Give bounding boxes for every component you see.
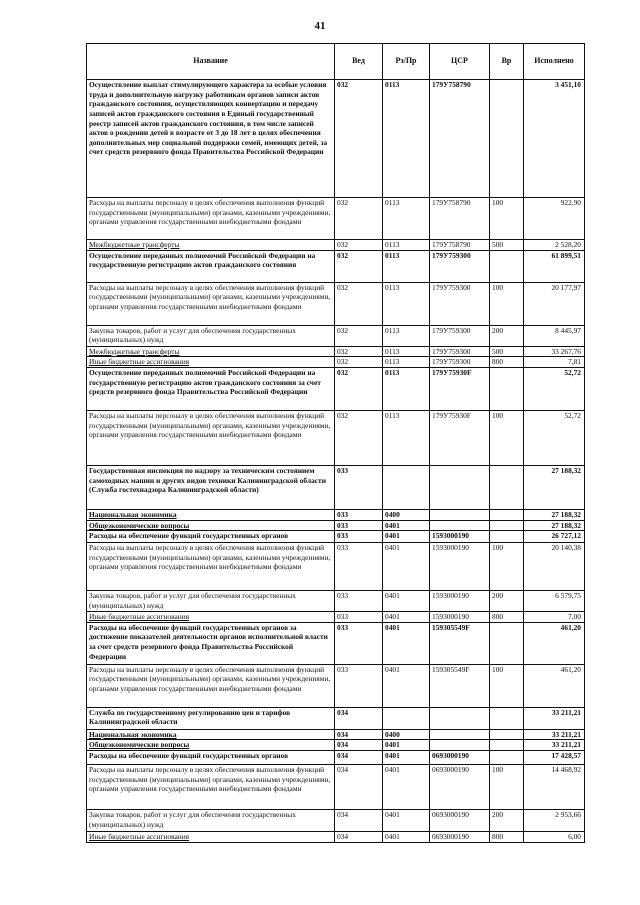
cell-csr: 0693000190 — [430, 751, 490, 765]
cell-csr: 0693000190 — [430, 810, 490, 832]
cell-name — [87, 591, 335, 612]
row-name-text: Иные бюджетные ассигнования — [89, 612, 190, 622]
row-name-text: Расходы на выплаты персоналу в целях обеспечения выполнения функций государственными (муниципальными) органами, казенными учреждениями, органами управления государственными внебюджетными фондами — [89, 765, 331, 794]
row-name-text: Общеэкономические вопросы — [89, 520, 190, 530]
cell-value: 3 451,10 — [524, 80, 585, 198]
table-row — [87, 346, 585, 357]
cell-vr: 200 — [490, 810, 524, 832]
cell-name — [87, 729, 335, 740]
cell-vr — [490, 740, 524, 751]
row-name-text: Расходы на выплаты персоналу в целях обеспечения выполнения функций государственными (муниципальными) органами, казенными учреждениями, органами управления государственными внебюджетными фондами — [89, 543, 331, 572]
row-name-text: Государственная инспекция по надзору за техническим состоянием самоходных машин и других видов техники Калининградской области (Служба гостехнадзора Калининградской области) — [89, 465, 326, 495]
cell-vr — [490, 531, 524, 543]
cell-rzpr: 0113 — [383, 325, 430, 346]
cell-rzpr: 0113 — [383, 346, 430, 357]
table-row — [87, 707, 585, 729]
cell-csr — [430, 707, 490, 729]
table-row — [87, 410, 585, 465]
cell-csr — [430, 509, 490, 520]
cell-name — [87, 531, 335, 543]
row-name-text: Общеэкономические вопросы — [89, 740, 190, 750]
cell-ved: 034 — [335, 707, 383, 729]
table-row — [87, 198, 585, 240]
cell-name — [87, 810, 335, 832]
row-name-text: Расходы на обеспечение функций государственных органов — [89, 531, 289, 541]
row-name-text: Осуществление переданных полномочий Российской Федерации на государственную регистрацию актов гражданского состояния за счет средств резервного фонда Правительства Российской Федерации — [89, 367, 321, 397]
cell-ved: 033 — [335, 612, 383, 623]
cell-value: 27 188,32 — [524, 509, 585, 520]
cell-vr: 100 — [490, 543, 524, 591]
cell-value: 461,20 — [524, 622, 585, 664]
cell-csr — [430, 465, 490, 509]
cell-value: 33 267,76 — [524, 346, 585, 357]
row-name-text: Служба по государственному регулированию цен и тарифов Калининградской области — [89, 707, 291, 727]
cell-rzpr: 0401 — [383, 531, 430, 543]
cell-vr — [490, 707, 524, 729]
table-row — [87, 509, 585, 520]
cell-name — [87, 543, 335, 591]
cell-ved: 034 — [335, 751, 383, 765]
cell-csr: 179У759300 — [430, 282, 490, 325]
table-row — [87, 591, 585, 612]
row-name-text: Национальная экономика — [89, 509, 177, 519]
cell-value: 8 445,97 — [524, 325, 585, 346]
cell-name — [87, 282, 335, 325]
cell-rzpr: 0401 — [383, 740, 430, 751]
cell-value: 6 579,75 — [524, 591, 585, 612]
table-header-row — [87, 44, 585, 80]
cell-ved: 032 — [335, 410, 383, 465]
cell-rzpr: 0401 — [383, 664, 430, 707]
cell-rzpr: 0113 — [383, 282, 430, 325]
cell-csr: 179У759300 — [430, 325, 490, 346]
cell-name — [87, 357, 335, 368]
cell-csr: 179У758790 — [430, 198, 490, 240]
cell-ved: 032 — [335, 282, 383, 325]
cell-ved: 034 — [335, 832, 383, 843]
column-header-ved: Вед — [335, 44, 383, 80]
row-name-text: Осуществление выплат стимулирующего характера за особые условия труда и дополнительную нагрузку работникам органов записи актов гражданского состояния, осуществляющих конвертацию и передачу записей актов гражданского состояния в Единый государственный реестр записей актов гражданского состояния, в том числе записей актов о рождении детей в возрасте от 3 до 18 лет в целях обеспечения дополнительных мер социальной поддержки семей, имеющих детей, за счет средств резервного фонда Правительства Российской Федерации — [89, 80, 328, 157]
cell-name — [87, 751, 335, 765]
cell-value: 17 428,57 — [524, 751, 585, 765]
cell-value: 33 211,21 — [524, 740, 585, 751]
cell-vr: 100 — [490, 664, 524, 707]
cell-vr: 100 — [490, 198, 524, 240]
cell-csr: 179У759300 — [430, 346, 490, 357]
table-row — [87, 282, 585, 325]
cell-csr: 1593000190 — [430, 543, 490, 591]
cell-rzpr — [383, 707, 430, 729]
cell-ved: 032 — [335, 367, 383, 410]
table-row — [87, 751, 585, 765]
cell-name — [87, 832, 335, 843]
cell-csr: 179У758790 — [430, 240, 490, 251]
cell-name — [87, 80, 335, 198]
cell-ved: 033 — [335, 520, 383, 531]
cell-value: 61 899,51 — [524, 250, 585, 282]
cell-rzpr: 0113 — [383, 367, 430, 410]
cell-name — [87, 346, 335, 357]
row-name-text: Расходы на выплаты персоналу в целях обеспечения выполнения функций государственными (муниципальными) органами, казенными учреждениями, органами управления государственными внебюджетными фондами — [89, 664, 331, 693]
row-name-text: Межбюджетные трансферты — [89, 346, 180, 356]
column-header-name: Название — [87, 44, 335, 80]
cell-csr — [430, 729, 490, 740]
table-row — [87, 612, 585, 623]
page-number: 41 — [314, 20, 326, 32]
cell-ved: 033 — [335, 591, 383, 612]
cell-rzpr: 0400 — [383, 729, 430, 740]
cell-vr: 100 — [490, 765, 524, 810]
row-name-text: Национальная экономика — [89, 729, 177, 739]
cell-name — [87, 765, 335, 810]
cell-ved: 032 — [335, 80, 383, 198]
cell-ved: 032 — [335, 346, 383, 357]
cell-ved: 033 — [335, 622, 383, 664]
cell-ved: 034 — [335, 765, 383, 810]
cell-rzpr: 0401 — [383, 622, 430, 664]
cell-rzpr: 0113 — [383, 198, 430, 240]
cell-vr: 200 — [490, 325, 524, 346]
cell-rzpr: 0401 — [383, 543, 430, 591]
table-row — [87, 740, 585, 751]
cell-name — [87, 465, 335, 509]
cell-value: 52,72 — [524, 410, 585, 465]
cell-vr — [490, 250, 524, 282]
cell-ved: 032 — [335, 250, 383, 282]
cell-name — [87, 240, 335, 251]
cell-csr: 159305549F — [430, 664, 490, 707]
row-name-text: Осуществление переданных полномочий Российской Федерации на государственную регистрацию актов гражданского состояния — [89, 250, 316, 270]
budget-table — [86, 43, 585, 843]
cell-vr — [490, 751, 524, 765]
column-header-value: Исполнено — [524, 44, 585, 80]
cell-name — [87, 664, 335, 707]
cell-name — [87, 198, 335, 240]
table-row — [87, 664, 585, 707]
cell-rzpr: 0400 — [383, 509, 430, 520]
cell-vr — [490, 729, 524, 740]
row-name-text: Расходы на обеспечение функций государственных органов за достижение показателей деятельности органов исполнительной власти за счет средств резервного фонда Правительства Российской Федерации — [89, 622, 328, 661]
cell-ved: 032 — [335, 325, 383, 346]
row-name-text: Закупка товаров, работ и услуг для обеспечения государственных (муниципальных) нужд — [89, 591, 296, 610]
cell-name — [87, 612, 335, 623]
cell-rzpr: 0113 — [383, 240, 430, 251]
cell-csr: 179У759300 — [430, 357, 490, 368]
cell-name — [87, 520, 335, 531]
cell-ved: 034 — [335, 729, 383, 740]
cell-csr: 0693000190 — [430, 765, 490, 810]
cell-vr: 100 — [490, 282, 524, 325]
cell-csr: 179У759300 — [430, 250, 490, 282]
cell-value: 7,81 — [524, 357, 585, 368]
row-name-text: Иные бюджетные ассигнования — [89, 832, 190, 841]
table-row — [87, 465, 585, 509]
column-header-csr: ЦСР — [430, 44, 490, 80]
table-row — [87, 367, 585, 410]
cell-value: 2 528,20 — [524, 240, 585, 251]
cell-ved: 032 — [335, 357, 383, 368]
cell-csr: 1593000190 — [430, 591, 490, 612]
cell-value: 461,20 — [524, 664, 585, 707]
cell-vr — [490, 520, 524, 531]
cell-name — [87, 622, 335, 664]
cell-value: 2 953,66 — [524, 810, 585, 832]
cell-vr: 200 — [490, 591, 524, 612]
cell-vr: 800 — [490, 612, 524, 623]
row-name-text: Расходы на выплаты персоналу в целях обеспечения выполнения функций государственными (муниципальными) органами, казенными учреждениями, органами управления государственными внебюджетными фондами — [89, 198, 331, 227]
column-header-rzpr: Рз/Пр — [383, 44, 430, 80]
cell-vr: 500 — [490, 346, 524, 357]
cell-value: 52,72 — [524, 367, 585, 410]
cell-csr: 1593000190 — [430, 531, 490, 543]
cell-vr — [490, 509, 524, 520]
cell-csr: 179У758790 — [430, 80, 490, 198]
cell-ved: 033 — [335, 465, 383, 509]
cell-value: 922,90 — [524, 198, 585, 240]
cell-ved: 032 — [335, 240, 383, 251]
cell-name — [87, 509, 335, 520]
cell-name — [87, 707, 335, 729]
cell-name — [87, 740, 335, 751]
cell-ved: 034 — [335, 740, 383, 751]
cell-rzpr: 0401 — [383, 810, 430, 832]
cell-name — [87, 325, 335, 346]
cell-vr: 800 — [490, 832, 524, 843]
cell-name — [87, 410, 335, 465]
table-row — [87, 810, 585, 832]
cell-value: 26 727,12 — [524, 531, 585, 543]
row-name-text: Межбюджетные трансферты — [89, 240, 180, 249]
cell-ved: 033 — [335, 543, 383, 591]
cell-rzpr: 0113 — [383, 410, 430, 465]
cell-value: 20 177,97 — [524, 282, 585, 325]
table-row — [87, 832, 585, 843]
row-name-text: Закупка товаров, работ и услуг для обеспечения государственных (муниципальных) нужд — [89, 325, 296, 345]
cell-rzpr: 0401 — [383, 765, 430, 810]
table-row — [87, 543, 585, 591]
table-body — [87, 80, 585, 843]
table-row — [87, 622, 585, 664]
row-name-text: Расходы на обеспечение функций государственных органов — [89, 751, 289, 760]
cell-ved: 033 — [335, 664, 383, 707]
cell-vr — [490, 465, 524, 509]
cell-vr — [490, 80, 524, 198]
cell-value: 33 211,21 — [524, 729, 585, 740]
cell-rzpr: 0401 — [383, 832, 430, 843]
cell-csr: 159305549F — [430, 622, 490, 664]
cell-name — [87, 250, 335, 282]
cell-ved: 033 — [335, 509, 383, 520]
table-row — [87, 531, 585, 543]
column-header-vr: Вр — [490, 44, 524, 80]
cell-rzpr: 0113 — [383, 357, 430, 368]
cell-rzpr: 0401 — [383, 612, 430, 623]
cell-vr — [490, 367, 524, 410]
cell-rzpr: 0401 — [383, 520, 430, 531]
table-row — [87, 325, 585, 346]
cell-ved: 034 — [335, 810, 383, 832]
cell-csr — [430, 740, 490, 751]
cell-csr — [430, 520, 490, 531]
cell-csr: 179У75930F — [430, 410, 490, 465]
table-row — [87, 729, 585, 740]
cell-value: 6,00 — [524, 832, 585, 843]
cell-value: 7,00 — [524, 612, 585, 623]
table-row — [87, 765, 585, 810]
cell-value: 20 140,38 — [524, 543, 585, 591]
cell-vr: 100 — [490, 410, 524, 465]
cell-rzpr — [383, 465, 430, 509]
cell-value: 27 188,32 — [524, 465, 585, 509]
cell-name — [87, 367, 335, 410]
cell-vr — [490, 622, 524, 664]
cell-rzpr: 0113 — [383, 80, 430, 198]
cell-value: 33 211,21 — [524, 707, 585, 729]
table-row — [87, 520, 585, 531]
table-row — [87, 240, 585, 251]
cell-rzpr: 0401 — [383, 751, 430, 765]
table-row — [87, 80, 585, 198]
row-name-text: Расходы на выплаты персоналу в целях обеспечения выполнения функций государственными (муниципальными) органами, казенными учреждениями, органами управления государственными внебюджетными фондами — [89, 282, 331, 311]
cell-ved: 032 — [335, 198, 383, 240]
cell-rzpr: 0401 — [383, 591, 430, 612]
cell-csr: 179У75930F — [430, 367, 490, 410]
cell-csr: 0693000190 — [430, 832, 490, 843]
cell-ved: 033 — [335, 531, 383, 543]
cell-value: 27 188,32 — [524, 520, 585, 531]
cell-vr: 500 — [490, 240, 524, 251]
cell-rzpr: 0113 — [383, 250, 430, 282]
table-row — [87, 250, 585, 282]
cell-vr: 800 — [490, 357, 524, 368]
row-name-text: Иные бюджетные ассигнования — [89, 357, 190, 367]
row-name-text: Закупка товаров, работ и услуг для обеспечения государственных (муниципальных) нужд — [89, 810, 296, 829]
cell-value: 14 468,92 — [524, 765, 585, 810]
row-name-text: Расходы на выплаты персоналу в целях обеспечения выполнения функций государственными (муниципальными) органами, казенными учреждениями, органами управления государственными внебюджетными фондами — [89, 410, 331, 440]
cell-csr: 1593000190 — [430, 612, 490, 623]
table-row — [87, 357, 585, 368]
